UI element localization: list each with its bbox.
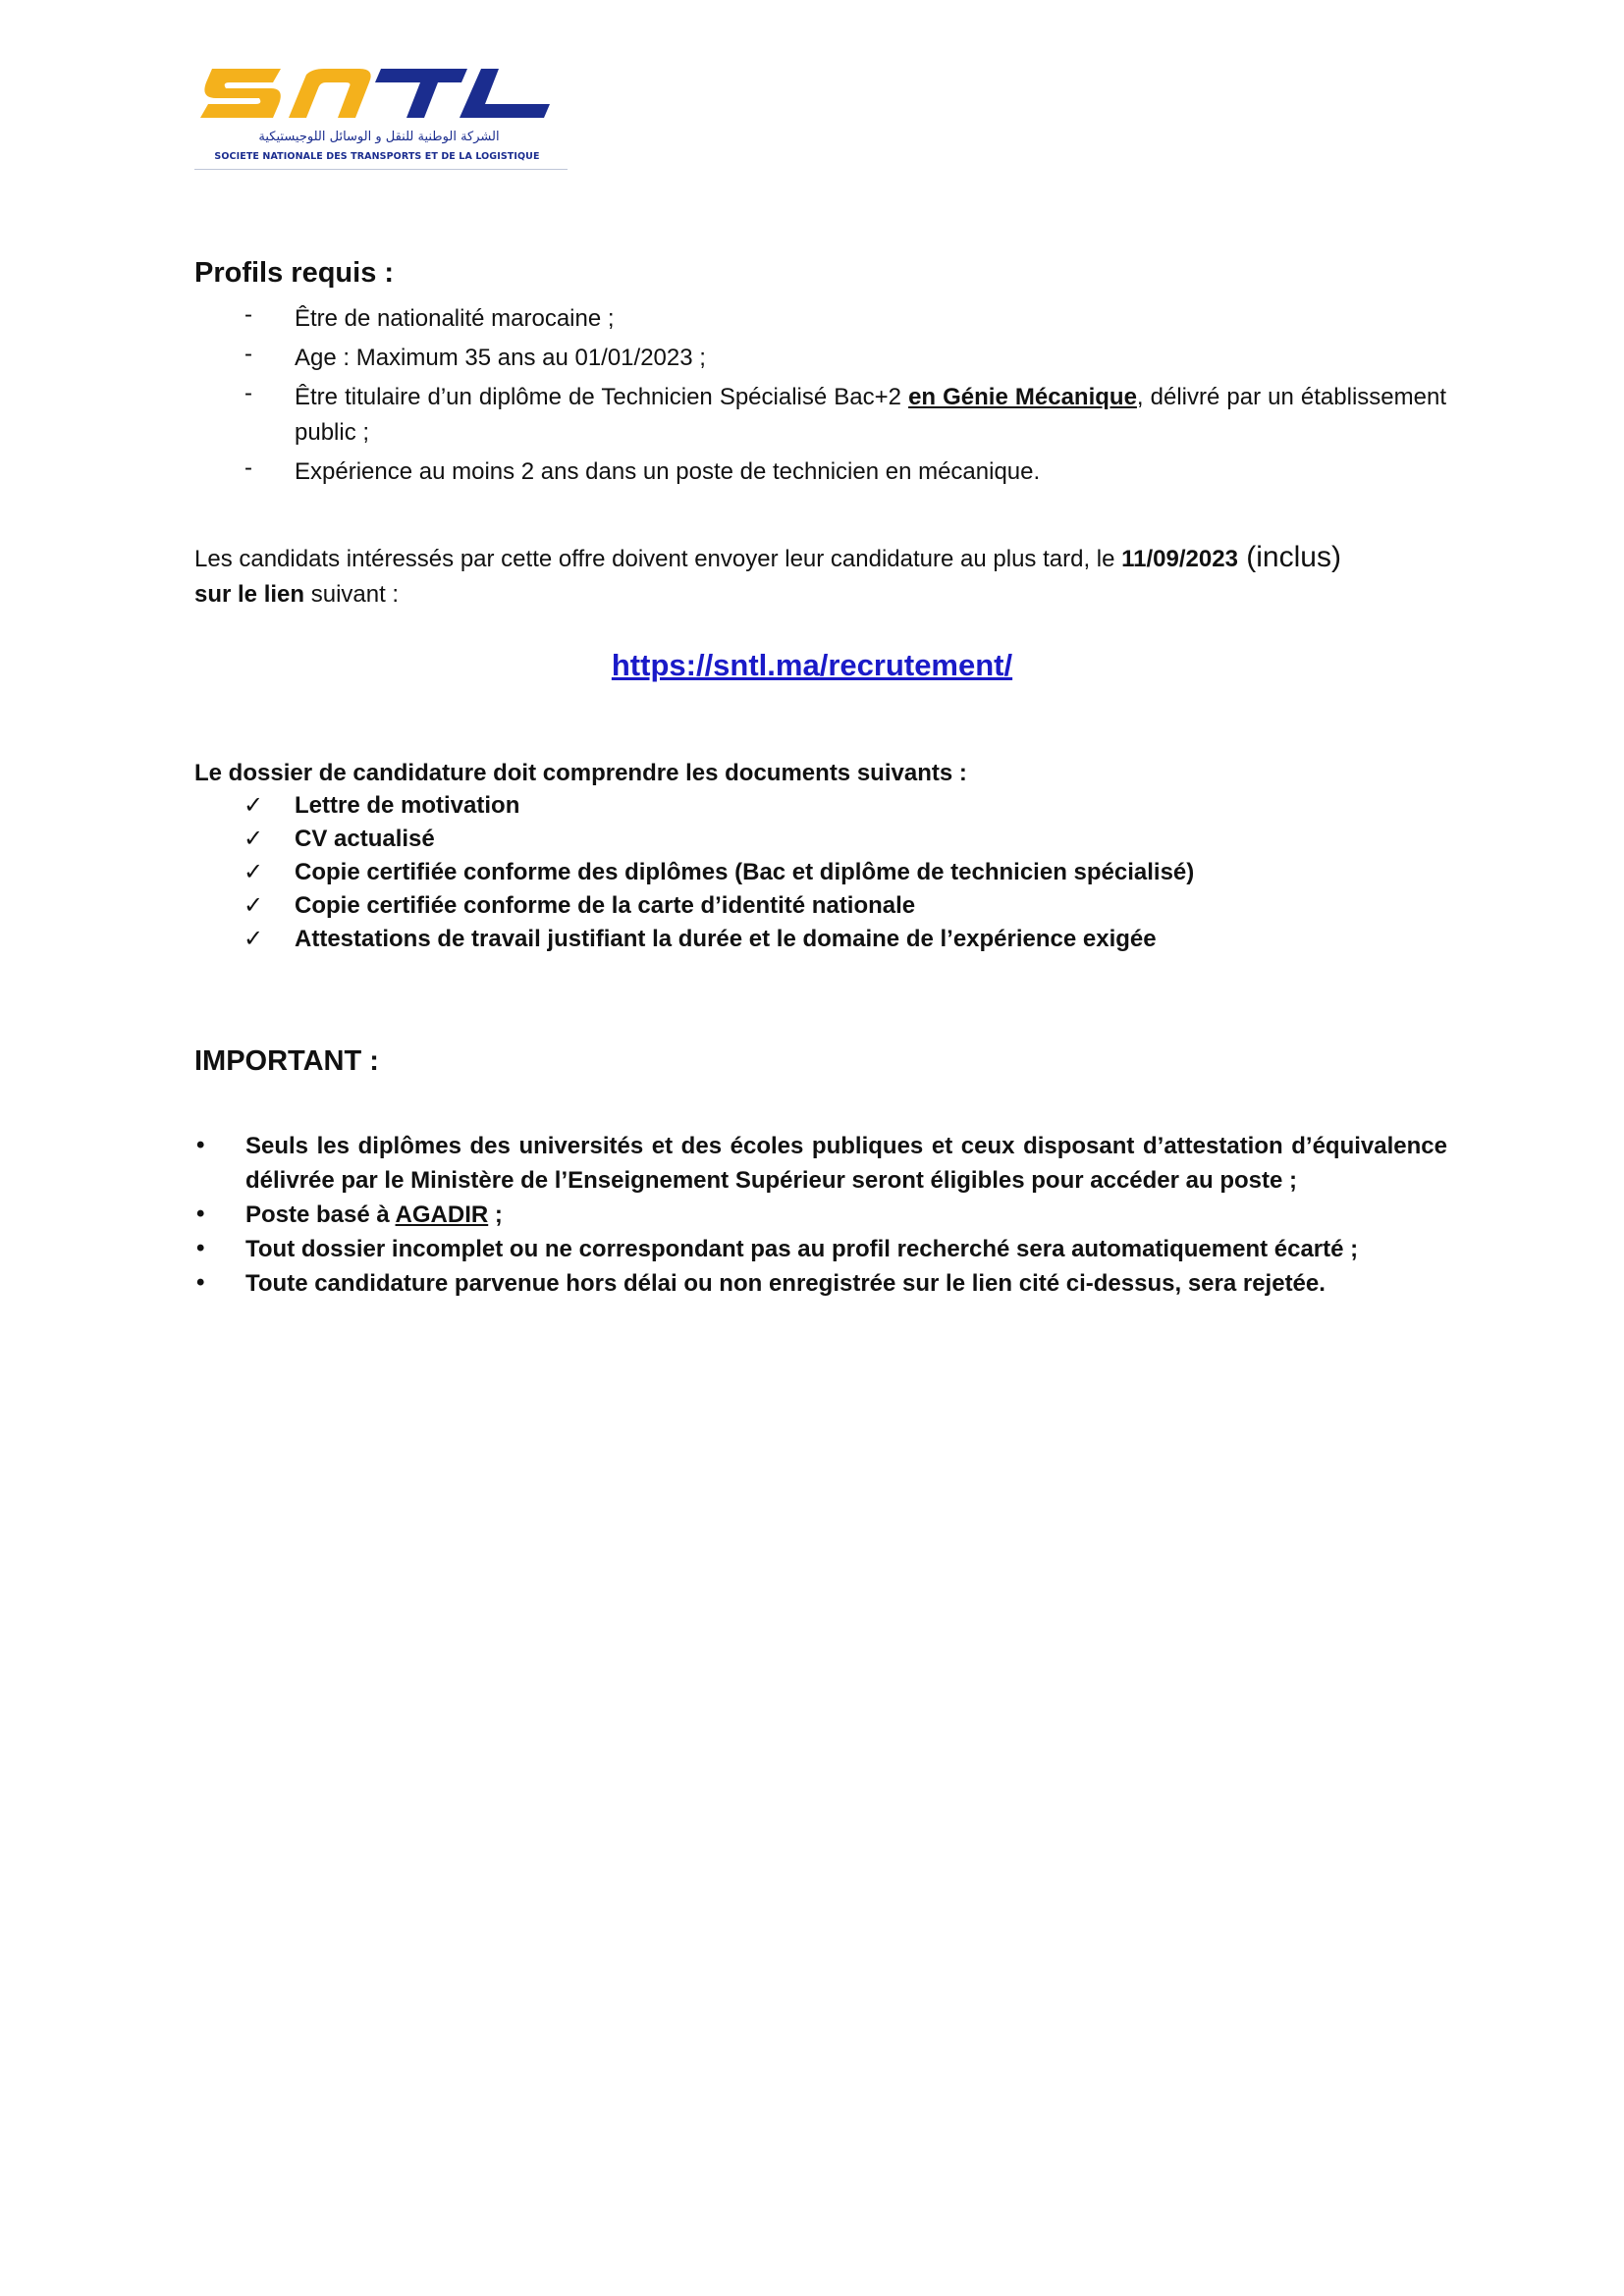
list-item xyxy=(194,301,1446,337)
list-item-text-end: , délivré par un établissement public ; xyxy=(295,384,1446,446)
check-icon: ✓ xyxy=(244,826,264,852)
logo-arabic-name: الشركة الوطنية للنقل و الوسائل اللوجيستيكية xyxy=(258,130,500,144)
list-item xyxy=(194,380,1446,451)
dash-marker: - xyxy=(244,301,252,328)
bullet-icon: • xyxy=(196,1132,205,1158)
bullet-icon: • xyxy=(196,1269,205,1296)
list-item-text: Age : Maximum 35 ans au 01/01/2023 ; xyxy=(295,345,706,371)
list-item: ✓ Lettre de motivation xyxy=(194,789,1194,823)
list-item: • Poste basé à AGADIR ; xyxy=(194,1198,1447,1232)
list-item: • Toute candidature parvenue hors délai ou non enregistrée sur le lien cité ci-dessus, sera rejetée. xyxy=(194,1266,1447,1301)
dossier-list xyxy=(194,789,1194,956)
dash-marker: - xyxy=(244,380,252,406)
list-item-text: Expérience au moins 2 ans dans un poste de technicien en mécanique. xyxy=(295,458,1041,485)
list-item: • Seuls les diplômes des universités et des écoles publiques et ceux disposant d’attestation d’équivalence délivrée par le Ministère de l’Enseignement Supérieur seront éligibles pour accéder au poste ; xyxy=(194,1129,1447,1198)
list-item: ✓ Attestations de travail justifiant la durée et le domaine de l’expérience exigée xyxy=(194,923,1194,956)
profils-list xyxy=(194,301,1446,494)
important-list xyxy=(194,1129,1447,1301)
recruitment-link[interactable]: https://sntl.ma/recrutement/ xyxy=(611,648,1013,682)
deadline-date: 11/09/2023 xyxy=(1121,546,1238,572)
sntl-logo xyxy=(194,61,568,177)
check-icon: ✓ xyxy=(244,926,264,952)
list-item: ✓ CV actualisé xyxy=(194,823,1194,856)
list-item xyxy=(194,454,1446,490)
check-icon: ✓ xyxy=(244,892,264,919)
important-heading: IMPORTANT : xyxy=(194,1045,379,1077)
list-item: ✓ Copie certifiée conforme de la carte d’identité nationale xyxy=(194,889,1194,923)
check-icon: ✓ xyxy=(244,792,264,819)
specialty-emphasis: en Génie Mécanique xyxy=(908,384,1137,410)
logo-underline xyxy=(194,169,568,170)
list-item-text: Être titulaire d’un diplôme de Technicien Spécialisé Bac+2 xyxy=(295,384,909,410)
dash-marker: - xyxy=(244,341,252,367)
sntl-logo-mark xyxy=(194,61,558,132)
dash-marker: - xyxy=(244,454,252,481)
bullet-icon: • xyxy=(196,1235,205,1261)
list-item: ✓ Copie certifiée conforme des diplômes (Bac et diplôme de technicien spécialisé) xyxy=(194,856,1194,889)
dossier-heading: Le dossier de candidature doit comprendre les documents suivants : xyxy=(194,760,967,786)
logo-company-name: SOCIETE NATIONALE DES TRANSPORTS ET DE LA LOGISTIQUE xyxy=(214,151,540,162)
list-item-text: Être de nationalité marocaine ; xyxy=(295,305,615,332)
location-emphasis: AGADIR xyxy=(395,1201,489,1228)
list-item: • Tout dossier incomplet ou ne correspondant pas au profil recherché sera automatiquement écarté ; xyxy=(194,1232,1447,1266)
profils-heading: Profils requis : xyxy=(194,257,395,289)
bullet-icon: • xyxy=(196,1201,205,1227)
deadline-paragraph: Les candidats intéressés par cette offre doivent envoyer leur candidature au plus tard, le 11/09/2023 (inclus) sur le lien suivant : xyxy=(194,541,1341,608)
check-icon: ✓ xyxy=(244,859,264,885)
list-item xyxy=(194,341,1446,376)
